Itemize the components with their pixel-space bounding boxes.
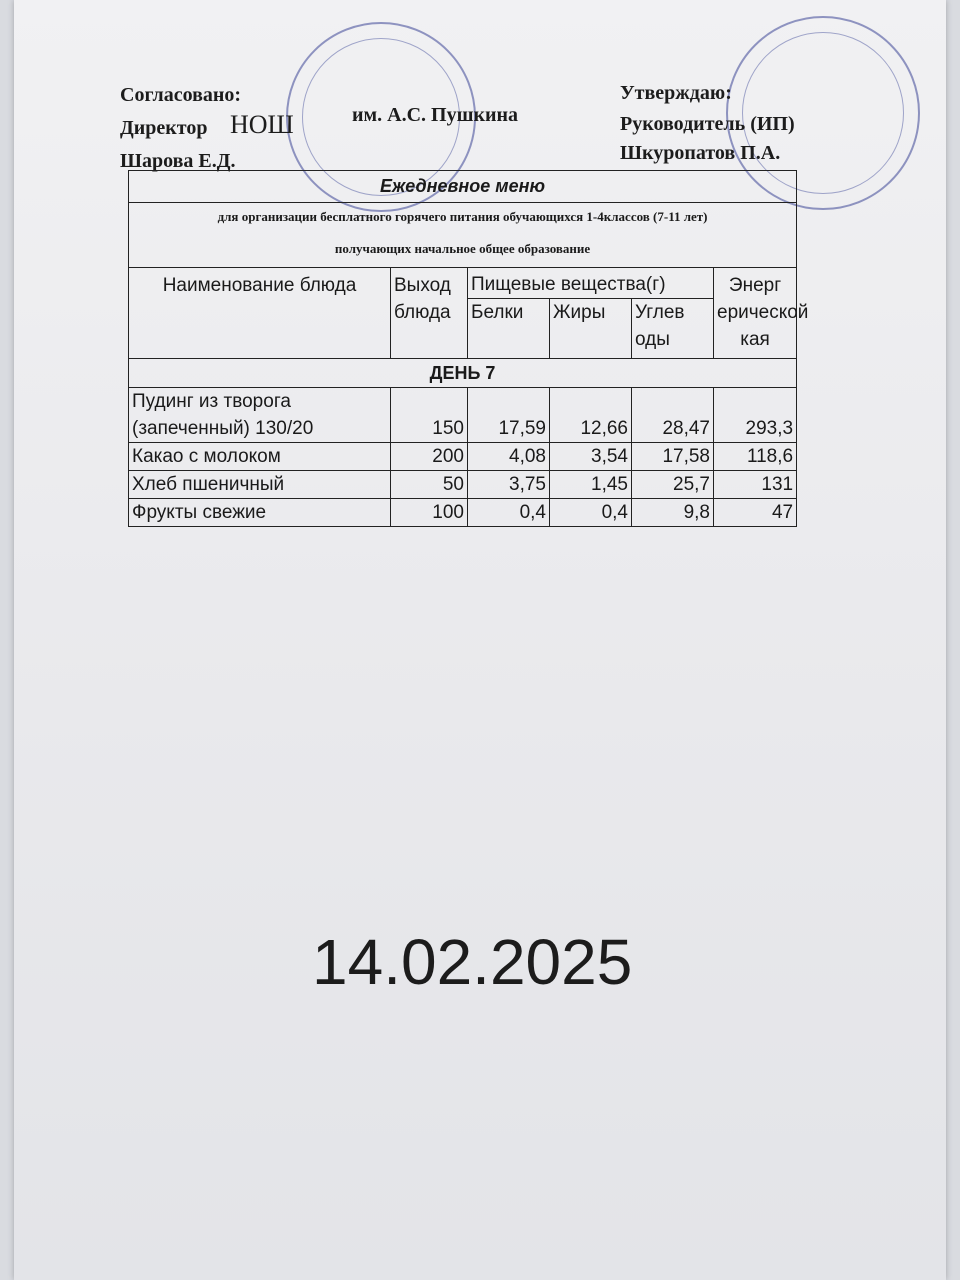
- dish-fat: 12,66: [550, 388, 632, 443]
- col-header-name: Наименование блюда: [129, 268, 391, 359]
- dish-energy: 131: [714, 471, 797, 499]
- col-header-yield: Выход блюда: [391, 268, 468, 359]
- approve-label: Утверждаю:: [620, 82, 732, 104]
- dish-fat: 1,45: [550, 471, 632, 499]
- document-sheet: [14, 0, 946, 1280]
- day-row: [129, 359, 797, 388]
- day-label: ДЕНЬ 7: [129, 359, 797, 388]
- dish-protein: 0,4: [468, 499, 550, 527]
- dish-carbs: 25,7: [632, 471, 714, 499]
- dish-name: Фрукты свежие: [129, 499, 391, 527]
- col-header-protein: Белки: [468, 299, 550, 359]
- school-abbrev: НОШ: [230, 110, 294, 139]
- dish-energy: 293,3: [714, 388, 797, 443]
- school-name: им. А.С. Пушкина: [352, 104, 519, 126]
- dish-yield: 50: [391, 471, 468, 499]
- col-header-carbs: Углев оды: [632, 299, 714, 359]
- table-row: [129, 471, 797, 499]
- table-title-row: [129, 171, 797, 203]
- dish-fat: 0,4: [550, 499, 632, 527]
- col-header-nutrients: Пищевые вещества(г): [468, 268, 714, 299]
- table-subtitle-row: [129, 203, 797, 268]
- dish-carbs: 28,47: [632, 388, 714, 443]
- dish-carbs: 9,8: [632, 499, 714, 527]
- dish-name: Какао с молоком: [129, 443, 391, 471]
- menu-table: [128, 170, 809, 527]
- dish-name: Пудинг из творога: [132, 391, 291, 412]
- dish-yield: 150: [391, 388, 468, 443]
- agreed-label: Согласовано:: [120, 84, 242, 106]
- table-title: Ежедневное меню: [129, 171, 797, 203]
- dish-yield: 100: [391, 499, 468, 527]
- table-row: [129, 499, 797, 527]
- table-row: [129, 443, 797, 471]
- dish-protein: 4,08: [468, 443, 550, 471]
- dish-name-cont: (запеченный) 130/20: [132, 418, 314, 439]
- col-header-fat: Жиры: [550, 299, 632, 359]
- table-subtitle-2: получающих начальное общее образование: [334, 241, 591, 256]
- dish-protein: 3,75: [468, 471, 550, 499]
- col-header-energy: Энерг ерической кая: [714, 268, 797, 359]
- dish-fat: 3,54: [550, 443, 632, 471]
- dish-protein: 17,59: [468, 388, 550, 443]
- dish-carbs: 17,58: [632, 443, 714, 471]
- head-name: Шкуропатов П.А.: [620, 142, 781, 164]
- director-label: Директор: [120, 117, 208, 139]
- menu-date: 14.02.2025: [312, 926, 633, 998]
- dish-energy: 47: [714, 499, 797, 527]
- director-name: Шарова Е.Д.: [120, 150, 236, 172]
- table-row: [129, 388, 797, 443]
- dish-energy: 118,6: [714, 443, 797, 471]
- dish-name: Хлеб пшеничный: [129, 471, 391, 499]
- dish-yield: 200: [391, 443, 468, 471]
- header-row-1: [129, 268, 797, 299]
- head-label: Руководитель (ИП): [620, 113, 795, 135]
- table-subtitle-1: для организации бесплатного горячего питания обучающихся 1-4классов (7-11 лет): [217, 209, 708, 224]
